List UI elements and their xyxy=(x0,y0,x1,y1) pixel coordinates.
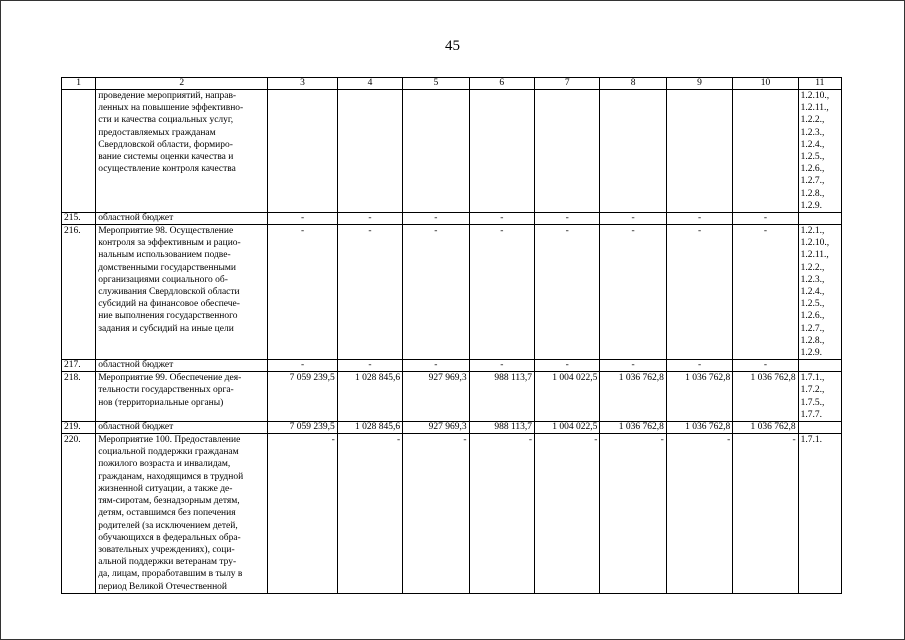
value-cell: - xyxy=(733,360,798,372)
row-description: областной бюджет xyxy=(96,422,268,434)
column-header: 10 xyxy=(733,78,798,90)
value-cell: - xyxy=(268,360,337,372)
value-cell: 927 969,3 xyxy=(403,372,469,422)
value-cell: 1 036 762,8 xyxy=(733,422,798,434)
value-cell: 1 036 762,8 xyxy=(733,372,798,422)
value-cell: - xyxy=(268,434,337,594)
value-cell: 1 028 845,6 xyxy=(337,422,402,434)
target-references: 1.2.10., 1.2.11., 1.2.2., 1.2.3., 1.2.4., 1.2.5., 1.2.6., 1.2.7., 1.2.8., 1.2.9. xyxy=(798,90,841,213)
value-cell xyxy=(469,90,534,213)
value-cell: 1 036 762,8 xyxy=(666,372,732,422)
value-cell: - xyxy=(600,360,666,372)
value-cell: - xyxy=(268,213,337,225)
value-cell: 1 036 762,8 xyxy=(600,372,666,422)
table-row xyxy=(62,422,842,434)
value-cell: - xyxy=(733,225,798,360)
value-cell xyxy=(666,90,732,213)
value-cell: 7 059 239,5 xyxy=(268,422,337,434)
target-references: 1.7.1., 1.7.2., 1.7.5., 1.7.7. xyxy=(798,372,841,422)
value-cell xyxy=(268,90,337,213)
page-number: 45 xyxy=(445,38,460,54)
row-number xyxy=(62,90,96,213)
value-cell: - xyxy=(337,213,402,225)
value-cell: - xyxy=(733,213,798,225)
column-header: 4 xyxy=(337,78,402,90)
value-cell: - xyxy=(666,213,732,225)
value-cell: 1 036 762,8 xyxy=(666,422,732,434)
row-number: 219. xyxy=(62,422,96,434)
target-references: 1.7.1. xyxy=(798,434,841,594)
value-cell: 1 036 762,8 xyxy=(600,422,666,434)
column-header: 9 xyxy=(666,78,732,90)
column-header: 5 xyxy=(403,78,469,90)
value-cell: - xyxy=(337,434,402,594)
value-cell: 1 028 845,6 xyxy=(337,372,402,422)
column-header: 1 xyxy=(62,78,96,90)
value-cell: - xyxy=(268,225,337,360)
row-description: областной бюджет xyxy=(96,213,268,225)
table-row xyxy=(62,360,842,372)
row-description: проведение мероприятий, направ- ленных на повышение эффективно- сти и качества социальных услуг, предоставляемых гражданам Свердловской области, формиро- вание системы оценки качества и осуществление контроля качества xyxy=(96,90,268,213)
row-number: 216. xyxy=(62,225,96,360)
value-cell: 927 969,3 xyxy=(403,422,469,434)
value-cell: - xyxy=(600,213,666,225)
value-cell: - xyxy=(469,360,534,372)
value-cell: - xyxy=(534,225,599,360)
value-cell: 988 113,7 xyxy=(469,422,534,434)
target-references: 1.2.1., 1.2.10., 1.2.11., 1.2.2., 1.2.3., 1.2.4., 1.2.5., 1.2.6., 1.2.7., 1.2.8., 1.2.9. xyxy=(798,225,841,360)
column-header: 3 xyxy=(268,78,337,90)
budget-table xyxy=(61,77,842,594)
value-cell: - xyxy=(469,213,534,225)
value-cell: - xyxy=(469,434,534,594)
table-row xyxy=(62,225,842,360)
column-header: 6 xyxy=(469,78,534,90)
table-row xyxy=(62,213,842,225)
value-cell: - xyxy=(469,225,534,360)
column-header: 7 xyxy=(534,78,599,90)
value-cell: - xyxy=(403,360,469,372)
row-description: Мероприятие 99. Обеспечение дея- тельности государственных орга- нов (территориальные органы) xyxy=(96,372,268,422)
value-cell: - xyxy=(666,360,732,372)
value-cell: - xyxy=(600,434,666,594)
value-cell xyxy=(534,90,599,213)
row-description: Мероприятие 100. Предоставление социальной поддержки гражданам пожилого возраста и инвалидам, гражданам, находящимся в трудной жизненной ситуации, а также де- тям-сиротам, безнадзорным детям, детям, оставшимся без попечения родителей (за исключением детей, обучающихся в федеральных обра- зовательных учреждениях), соци- альной поддержки ветеранам тру- да, лицам, проработавшим в тылу в период Великой Отечественной xyxy=(96,434,268,594)
value-cell: - xyxy=(666,225,732,360)
table-row xyxy=(62,434,842,594)
value-cell xyxy=(600,90,666,213)
row-number: 215. xyxy=(62,213,96,225)
row-number: 220. xyxy=(62,434,96,594)
value-cell xyxy=(733,90,798,213)
table-row xyxy=(62,90,842,213)
value-cell: - xyxy=(403,213,469,225)
value-cell: - xyxy=(666,434,732,594)
row-description: Мероприятие 98. Осуществление контроля за эффективным и рацио- нальным использованием подве- домственными государственными организациями социального об- служивания Свердловской области субсидий на финансовое обеспече- ние выполнения государственного задания и субсидий на иные цели xyxy=(96,225,268,360)
value-cell: - xyxy=(337,225,402,360)
value-cell: 1 004 022,5 xyxy=(534,372,599,422)
column-header: 2 xyxy=(96,78,268,90)
value-cell xyxy=(403,90,469,213)
row-description: областной бюджет xyxy=(96,360,268,372)
value-cell: - xyxy=(337,360,402,372)
value-cell: - xyxy=(733,434,798,594)
value-cell: - xyxy=(534,213,599,225)
table-row xyxy=(62,372,842,422)
column-header: 8 xyxy=(600,78,666,90)
target-references xyxy=(798,422,841,434)
table-header-row xyxy=(62,78,842,90)
target-references xyxy=(798,360,841,372)
value-cell: 7 059 239,5 xyxy=(268,372,337,422)
value-cell: - xyxy=(600,225,666,360)
value-cell: 988 113,7 xyxy=(469,372,534,422)
value-cell: 1 004 022,5 xyxy=(534,422,599,434)
value-cell: - xyxy=(403,225,469,360)
target-references xyxy=(798,213,841,225)
value-cell: - xyxy=(534,434,599,594)
value-cell xyxy=(337,90,402,213)
row-number: 217. xyxy=(62,360,96,372)
value-cell: - xyxy=(534,360,599,372)
column-header: 11 xyxy=(798,78,841,90)
row-number: 218. xyxy=(62,372,96,422)
value-cell: - xyxy=(403,434,469,594)
